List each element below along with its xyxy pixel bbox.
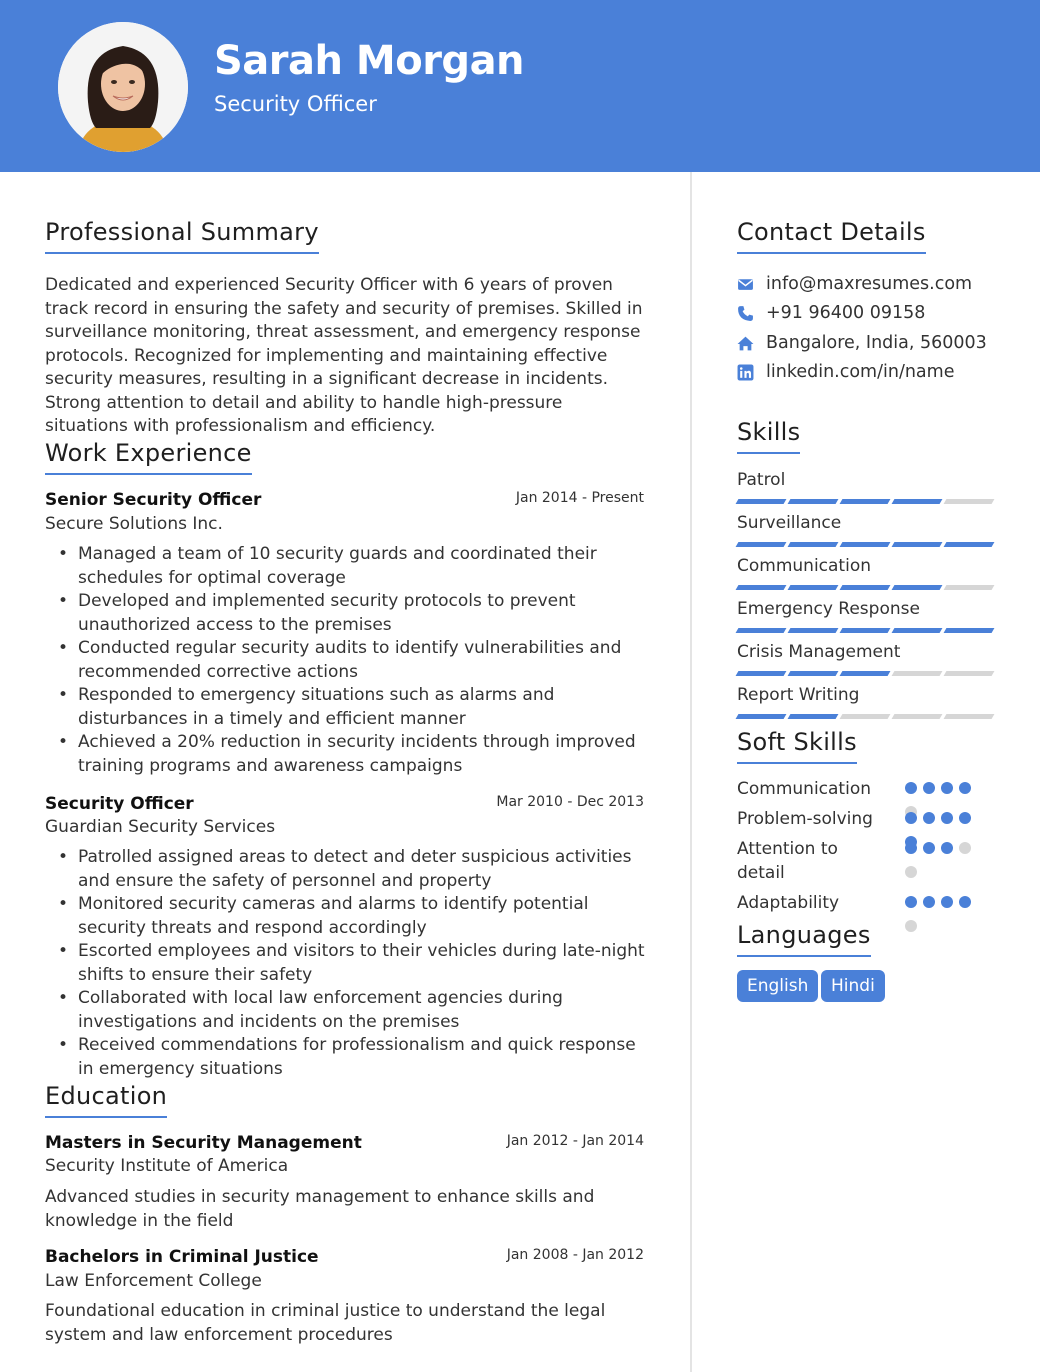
skill-segment-filled xyxy=(788,628,839,633)
job-bullet: • Patrolled assigned areas to detect and deter suspicious activities and ensure the safety of personnel and property xyxy=(58,846,648,893)
skill-segment-filled xyxy=(788,542,839,547)
rating-dot-filled xyxy=(941,812,953,824)
skill-segment-filled xyxy=(944,628,995,633)
skill-segment-filled xyxy=(736,585,787,590)
rating-dot-filled xyxy=(923,782,935,794)
skill-segment-filled xyxy=(892,542,943,547)
skill-segment-filled xyxy=(892,628,943,633)
resume-header xyxy=(0,0,1040,172)
contact-email-text: info@maxresumes.com xyxy=(766,274,973,294)
degree-date: Jan 2008 - Jan 2012 xyxy=(506,1247,644,1263)
school-name: Security Institute of America xyxy=(45,1156,289,1176)
job-bullet: • Managed a team of 10 security guards and coordinated their schedules for optimal coverage xyxy=(58,543,648,590)
summary-text: Dedicated and experienced Security Officer with 6 years of proven track record in ensuring the safety and security of premises. Skilled in surveillance monitoring, threat assessment, and emergency response protocols. Recognized for implementing and maintaining effective security measures, resulting in a significant decrease in incidents. Strong attention to detail and ability to handle high-pressure situations with professionalism and efficiency. xyxy=(45,275,643,436)
skill-segment-filled xyxy=(788,499,839,504)
rating-dot-filled xyxy=(959,782,971,794)
language-badge: English xyxy=(737,970,818,1002)
skill-level-bar xyxy=(737,671,993,676)
degree-description: Advanced studies in security management to enhance skills and knowledge in the field xyxy=(45,1187,595,1231)
skill-segment-filled xyxy=(892,499,943,504)
contact-address-text: Bangalore, India, 560003 xyxy=(766,333,987,353)
languages-heading: Languages xyxy=(737,921,871,957)
experience-heading: Work Experience xyxy=(45,439,252,475)
skill-name: Patrol xyxy=(737,470,786,490)
skills-heading: Skills xyxy=(737,418,800,454)
skill-name: Emergency Response xyxy=(737,599,920,619)
candidate-title: Security Officer xyxy=(214,92,377,116)
soft-skill-name: Adaptability xyxy=(737,893,840,913)
skill-segment-filled xyxy=(736,542,787,547)
skill-segment-filled xyxy=(840,628,891,633)
skill-name: Crisis Management xyxy=(737,642,901,662)
skill-name: Communication xyxy=(737,556,871,576)
candidate-name: Sarah Morgan xyxy=(214,38,525,84)
summary-heading: Professional Summary xyxy=(45,218,319,254)
contact-linkedin[interactable] xyxy=(737,362,954,382)
skill-segment-filled xyxy=(840,671,891,676)
skill-segment-filled xyxy=(840,585,891,590)
skill-level-bar xyxy=(737,714,993,719)
rating-dot-filled xyxy=(905,842,917,854)
skill-name: Report Writing xyxy=(737,685,860,705)
soft-skills-heading: Soft Skills xyxy=(737,728,857,764)
phone-icon xyxy=(737,305,754,322)
skill-segment-filled xyxy=(944,542,995,547)
degree-title: Bachelors in Criminal Justice xyxy=(45,1247,319,1267)
skill-segment-empty xyxy=(892,714,943,719)
skill-segment-filled xyxy=(788,714,839,719)
soft-skill-dots xyxy=(905,896,980,932)
job-organization: Guardian Security Services xyxy=(45,817,276,837)
skill-segment-filled xyxy=(892,585,943,590)
job-bullet-list xyxy=(58,846,648,1081)
job-bullet: • Monitored security cameras and alarms to identify potential security threats and respond accordingly xyxy=(58,893,648,940)
skill-segment-filled xyxy=(736,499,787,504)
contact-linkedin-text: linkedin.com/in/name xyxy=(766,362,955,382)
skill-segment-empty xyxy=(944,585,995,590)
contact-phone-text: +91 96400 09158 xyxy=(766,303,926,323)
skill-segment-empty xyxy=(840,714,891,719)
job-bullet: • Developed and implemented security protocols to prevent unauthorized access to the premises xyxy=(58,590,648,637)
contact-address xyxy=(737,333,987,353)
skill-level-bar xyxy=(737,628,993,633)
job-date: Jan 2014 - Present xyxy=(515,490,644,506)
skill-level-bar xyxy=(737,542,993,547)
job-title: Senior Security Officer xyxy=(45,490,262,510)
job-bullet: • Collaborated with local law enforcement agencies during investigations and incidents on the premises xyxy=(58,987,648,1034)
job-bullet: • Achieved a 20% reduction in security incidents through improved training programs and awareness campaigns xyxy=(58,731,648,778)
rating-dot-filled xyxy=(923,842,935,854)
profile-photo xyxy=(58,22,188,152)
language-badge: Hindi xyxy=(821,970,885,1002)
rating-dot-empty xyxy=(905,866,917,878)
rating-dot-filled xyxy=(923,812,935,824)
contact-heading: Contact Details xyxy=(737,218,926,254)
job-organization: Secure Solutions Inc. xyxy=(45,514,223,534)
job-title: Security Officer xyxy=(45,794,194,814)
rating-dot-empty xyxy=(959,842,971,854)
soft-skill-name: Attention to detail xyxy=(737,839,838,883)
skill-segment-filled xyxy=(840,499,891,504)
skill-segment-empty xyxy=(944,499,995,504)
skill-level-bar xyxy=(737,585,993,590)
soft-skill-dots xyxy=(905,842,980,878)
skill-segment-filled xyxy=(736,628,787,633)
rating-dot-filled xyxy=(923,896,935,908)
school-name: Law Enforcement College xyxy=(45,1271,262,1291)
email-icon xyxy=(737,276,754,293)
rating-dot-filled xyxy=(959,812,971,824)
job-bullet: • Conducted regular security audits to identify vulnerabilities and recommended corrective actions xyxy=(58,637,648,684)
skill-segment-filled xyxy=(736,671,787,676)
skill-segment-filled xyxy=(788,585,839,590)
soft-skill-name: Communication xyxy=(737,779,871,799)
skill-segment-empty xyxy=(892,671,943,676)
profile-photo-icon xyxy=(58,22,188,152)
degree-title: Masters in Security Management xyxy=(45,1133,362,1153)
rating-dot-filled xyxy=(905,812,917,824)
rating-dot-filled xyxy=(959,896,971,908)
contact-email[interactable] xyxy=(737,274,972,294)
home-icon xyxy=(737,335,754,352)
education-heading: Education xyxy=(45,1082,167,1118)
skill-segment-empty xyxy=(944,671,995,676)
job-date: Mar 2010 - Dec 2013 xyxy=(496,794,644,810)
rating-dot-filled xyxy=(941,842,953,854)
job-bullet: • Escorted employees and visitors to their vehicles during late-night shifts to ensure their safety xyxy=(58,940,648,987)
skill-segment-filled xyxy=(840,542,891,547)
contact-phone[interactable] xyxy=(737,303,925,323)
skill-segment-empty xyxy=(944,714,995,719)
skill-segment-filled xyxy=(788,671,839,676)
rating-dot-filled xyxy=(941,782,953,794)
degree-description: Foundational education in criminal justice to understand the legal system and law enforcement procedures xyxy=(45,1301,606,1345)
degree-date: Jan 2012 - Jan 2014 xyxy=(506,1133,644,1149)
job-bullet: • Received commendations for professionalism and quick response in emergency situations xyxy=(58,1034,648,1081)
skill-level-bar xyxy=(737,499,993,504)
skill-name: Surveillance xyxy=(737,513,842,533)
rating-dot-filled xyxy=(905,782,917,794)
rating-dot-empty xyxy=(905,920,917,932)
rating-dot-filled xyxy=(905,896,917,908)
rating-dot-filled xyxy=(941,896,953,908)
linkedin-icon xyxy=(737,364,754,381)
job-bullet: • Responded to emergency situations such as alarms and disturbances in a timely and efficient manner xyxy=(58,684,648,731)
column-divider xyxy=(690,172,692,1372)
job-bullet-list xyxy=(58,543,648,778)
skill-segment-filled xyxy=(736,714,787,719)
soft-skill-name: Problem-solving xyxy=(737,809,873,829)
